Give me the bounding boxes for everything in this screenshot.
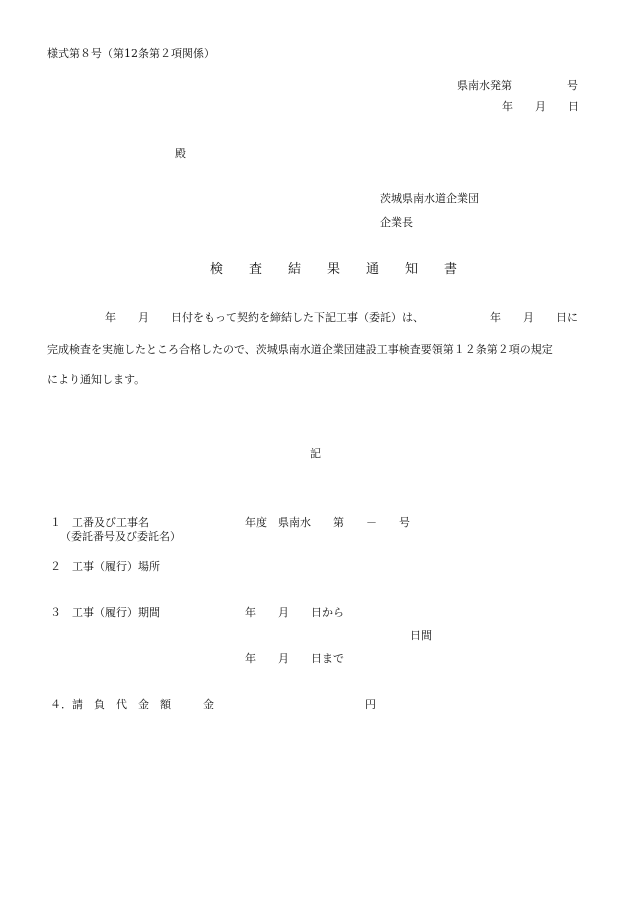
item-3-label: ３ 工事（履行）期間 [50,606,160,619]
issuer-organization: 茨城県南水道企業団 [380,192,479,205]
body-line-2: 完成検査を実施したところ合格したので、茨城県南水道企業団建設工事検査要領第１２条第２項の規定 [47,343,553,356]
item-1-value: 年度 県南水 第 － 号 [245,516,410,529]
body-line-1a: 年 月 日付をもって契約を締結した下記工事（委託）は、 [105,311,424,324]
issue-date: 年 月 日 [502,100,579,113]
item-2-label: ２ 工事（履行）場所 [50,560,160,573]
item-1-label: １ 工番及び工事名 [50,516,149,529]
form-label: 様式第８号（第12条第２項関係） [47,47,215,60]
item-1-sublabel: （委託番号及び委託名） [60,530,181,543]
document-title: 検 査 結 果 通 知 書 [210,262,458,277]
issuer-title: 企業長 [380,216,413,229]
body-line-1b: 年 月 日に [490,311,578,324]
item-3-from: 年 月 日から [245,606,344,619]
item-3-days: 日間 [410,629,432,642]
document-number: 県南水発第 号 [457,79,578,92]
ki-heading: 記 [310,447,321,460]
body-line-3: により通知します。 [47,373,146,386]
item-4-prefix: 金 [203,698,214,711]
item-4-label: ４．請 負 代 金 額 [50,698,171,711]
item-4-suffix: 円 [365,698,376,711]
item-3-to: 年 月 日まで [245,652,344,665]
addressee-suffix: 殿 [175,147,186,160]
